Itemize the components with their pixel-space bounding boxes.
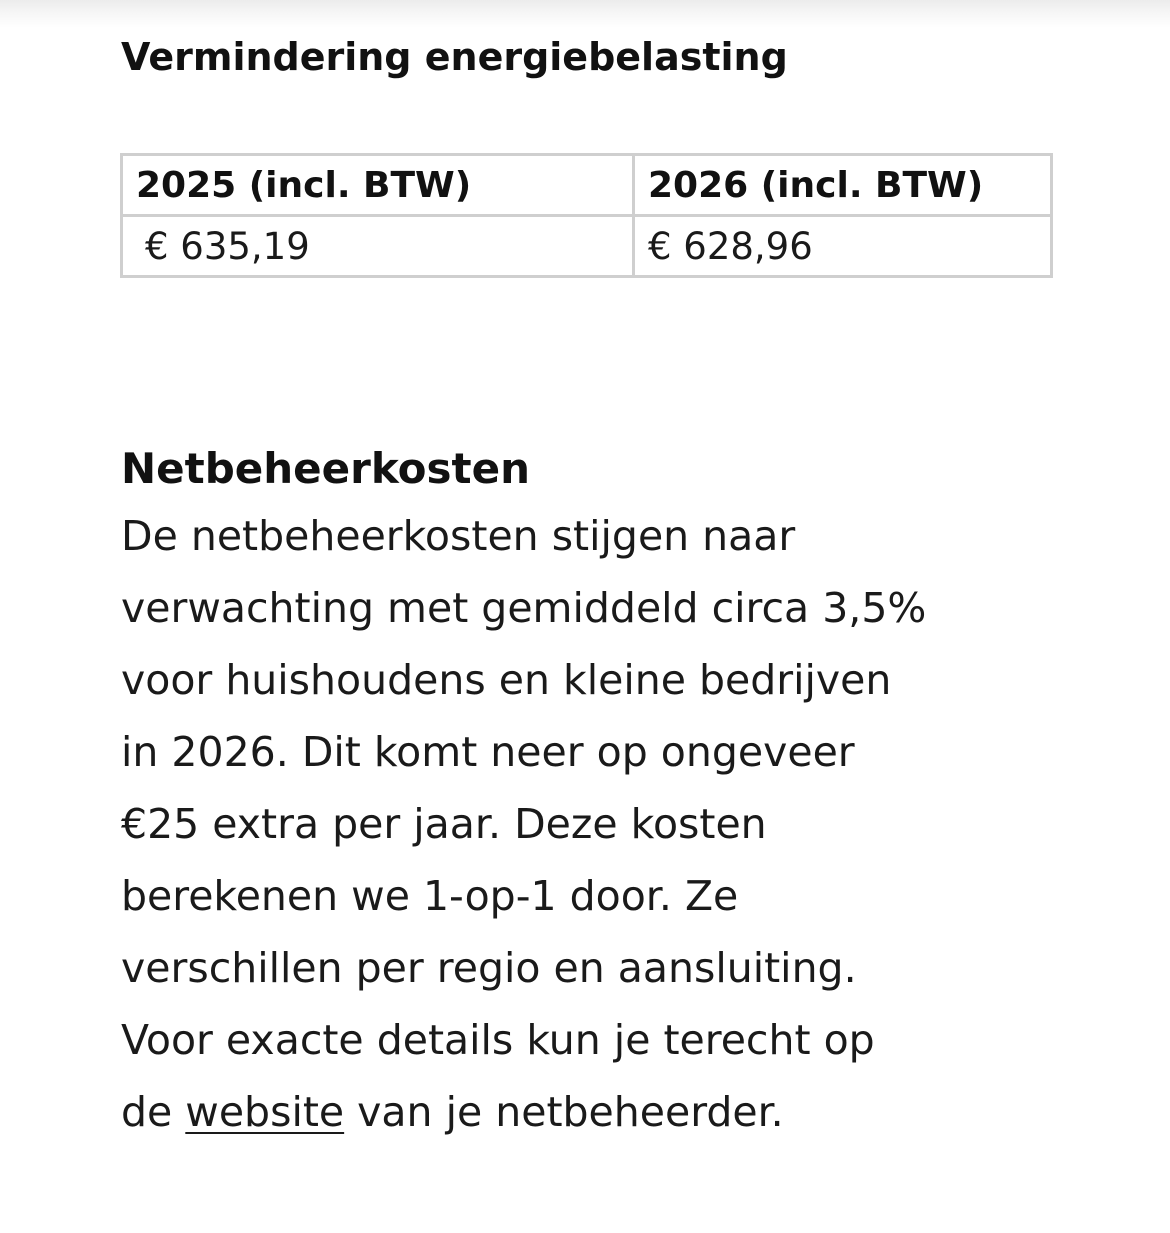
top-edge-shadow <box>0 0 1170 28</box>
table-header-row <box>122 155 1052 216</box>
website-link[interactable]: website <box>185 1088 345 1136</box>
paragraph-line: berekenen we 1-op-1 door. Ze <box>121 872 739 920</box>
grid-costs-heading: Netbeheerkosten <box>121 444 530 493</box>
value-2026: € 628,96 <box>634 216 1052 277</box>
header-2025: 2025 (incl. BTW) <box>122 155 634 216</box>
table-row <box>122 216 1052 277</box>
last-line-after: van je netbeheerder. <box>344 1088 784 1136</box>
paragraph-line: €25 extra per jaar. Deze kosten <box>121 800 767 848</box>
header-2026: 2026 (incl. BTW) <box>634 155 1052 216</box>
paragraph-line: voor huishoudens en kleine bedrijven <box>121 656 892 704</box>
paragraph-line: verschillen per regio en aansluiting. <box>121 944 857 992</box>
grid-costs-paragraph <box>121 500 1081 1148</box>
paragraph-line: in 2026. Dit komt neer op ongeveer <box>121 728 855 776</box>
paragraph-last-line <box>121 1076 1081 1148</box>
last-line-before: de <box>121 1088 186 1136</box>
paragraph-line: Voor exacte details kun je terecht op <box>121 1016 875 1064</box>
energy-tax-title: Vermindering energiebelasting <box>121 35 788 79</box>
paragraph-line: verwachting met gemiddeld circa 3,5% <box>121 584 927 632</box>
paragraph-line: De netbeheerkosten stijgen naar <box>121 512 796 560</box>
value-2025: € 635,19 <box>122 216 634 277</box>
energy-tax-table <box>120 153 1053 278</box>
